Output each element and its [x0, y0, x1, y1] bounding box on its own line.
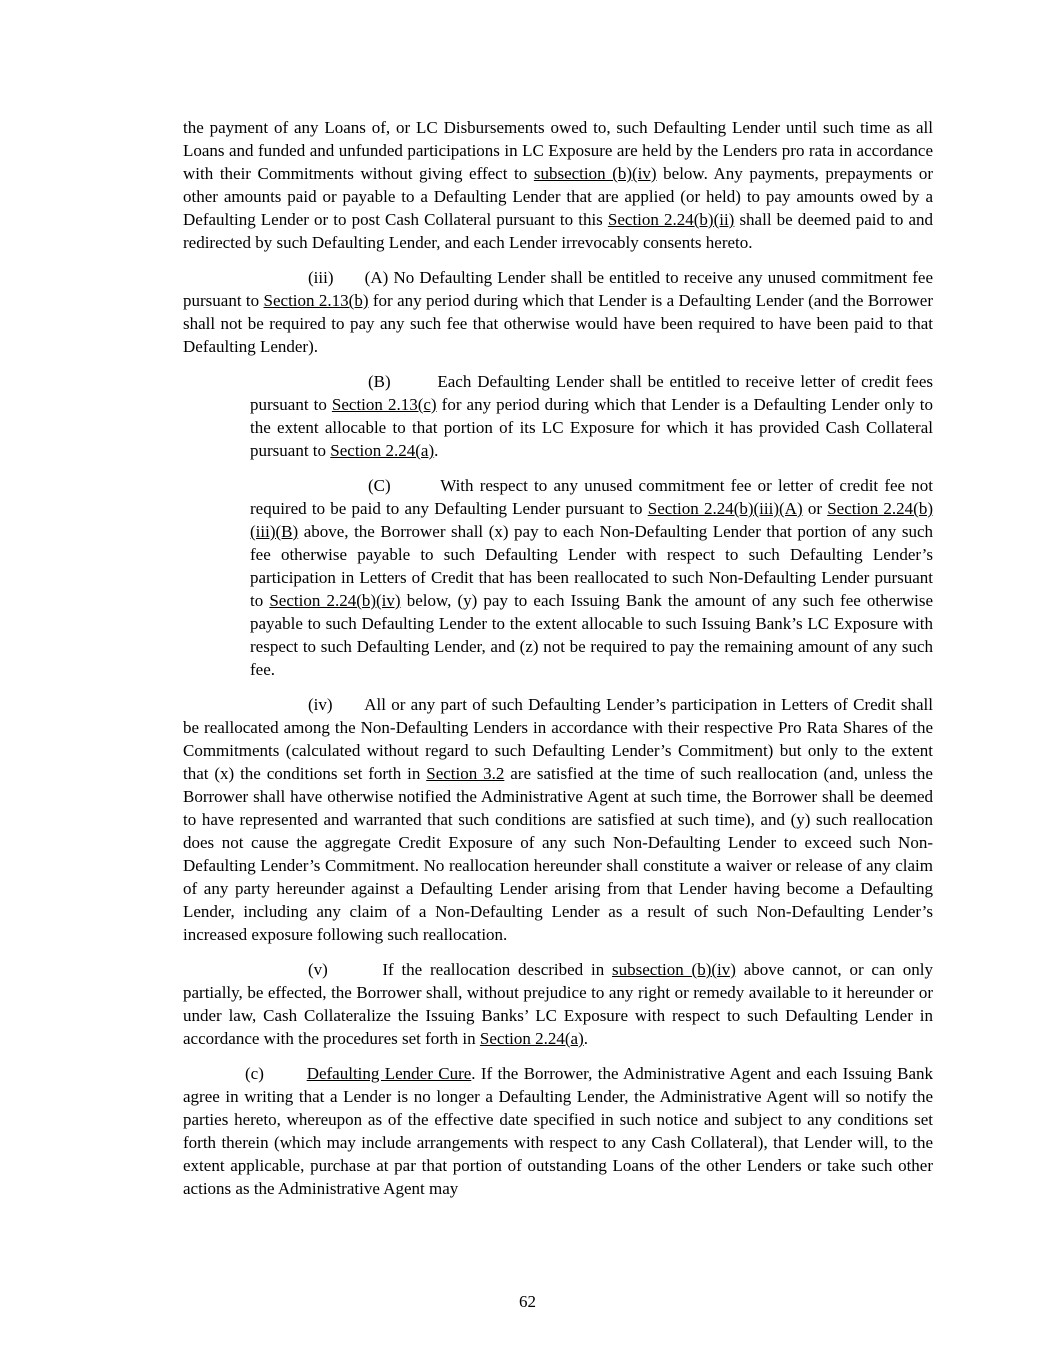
text-segment: . [583, 1029, 589, 1048]
section-reference: Section 2.13(b) [263, 291, 369, 310]
text-segment: . [434, 441, 439, 460]
section-reference: Section 2.24(b)(iii)(B) [250, 499, 934, 541]
section-reference: Section 2.24(b)(iv) [269, 591, 401, 610]
text-segment: above cannot, or can only partially, be effected, the Borrower shall, without prejudice to any right or remedy available to it hereunder or under law, Cash Collateralize the Issuing Banks’ LC Exposure with respect to such Defaulting Lender in accordance with the procedures set forth in [183, 960, 933, 1048]
section-reference: Section 3.2 [426, 764, 505, 783]
text-segment: are satisfied at the time of such reallocation (and, unless the Borrower shall have otherwise notified the Administrative Agent at such time, the Borrower shall be deemed to have represented and warranted that such conditions are satisfied at such time), and (y) such reallocation does not cause the aggregate Credit Exposure of any such Non-Defaulting Lender to exceed such Non-Defaulting Lender’s Commitment. No reallocation hereunder shall constitute a waiver or release of any claim of any party hereunder against a Defaulting Lender arising from that Lender having become a Defaulting Lender, including any claim of a Non-Defaulting Lender as a result of such Non-Defaulting Lender’s increased exposure following such reallocation. [183, 764, 933, 944]
text-segment: (c) [245, 1064, 307, 1083]
text-segment: for any period during which that Lender is a Defaulting Lender only to the extent allocable to that portion of its LC Exposure for which it has provided Cash Collateral pursuant to [250, 395, 933, 460]
paragraph-c-lender-cure [183, 1062, 933, 1200]
text-segment: (C) With respect to any unused commitment fee or letter of credit fee not required to be paid to any Defaulting Lender pursuant to [250, 476, 933, 518]
paragraph-continuation [183, 116, 933, 254]
text-segment: (iv) All or any part of such Defaulting Lender’s participation in Letters of Credit shall be reallocated among the Non-Defaulting Lenders in accordance with their respective Pro Rata Shares of the Commitments (calculated without regard to such Defaulting Lender’s Commitment) but only to the extent that (x) the conditions set forth in [183, 695, 933, 783]
section-reference: subsection (b)(iv) [533, 164, 657, 183]
text-segment: (v) If the reallocation described in [308, 960, 612, 979]
text-segment: (B) Each Defaulting Lender shall be entitled to receive letter of credit fees pursuant to [250, 372, 933, 414]
section-reference: Defaulting Lender Cure [306, 1064, 472, 1083]
text-segment: below, (y) pay to each Issuing Bank the amount of any such fee otherwise payable to such Defaulting Lender to the extent allocable to such Issuing Bank’s LC Exposure with respect to such Defaulting Lender, and (z) not be required to pay the remaining amount of any such fee. [250, 591, 934, 679]
text-segment: or [802, 499, 828, 518]
document-body [183, 116, 933, 1212]
text-segment: above, the Borrower shall (x) pay to each Non-Defaulting Lender that portion of any such fee otherwise payable to such Defaulting Lender with respect to such Defaulting Lender’s participation in Letters of Credit that has been reallocated to such Non-Defaulting Lender pursuant to [250, 522, 933, 610]
section-reference: Section 2.24(b)(ii) [607, 210, 735, 229]
section-reference: Section 2.24(a) [330, 441, 435, 460]
paragraph-iii-c [250, 474, 933, 681]
text-segment: shall be deemed paid to and redirected by such Defaulting Lender, and each Lender irrevocably consents hereto. [183, 210, 933, 252]
paragraph-iii-a [183, 266, 933, 358]
section-reference: subsection (b)(iv) [611, 960, 736, 979]
text-segment: for any period during which that Lender is a Defaulting Lender (and the Borrower shall not be required to pay any such fee that otherwise would have been required to have been paid to that Defaulting Lender). [183, 291, 933, 356]
section-reference: Section 2.24(a) [479, 1029, 584, 1048]
page-number: 62 [519, 1292, 536, 1311]
section-reference: Section 2.13(c) [331, 395, 437, 414]
text-segment: (iii) (A) No Defaulting Lender shall be entitled to receive any unused commitment fee pursuant to [183, 268, 933, 310]
section-reference: Section 2.24(b)(iii)(A) [647, 499, 803, 518]
text-segment: . If the Borrower, the Administrative Agent and each Issuing Bank agree in writing that a Lender is no longer a Defaulting Lender, the Administrative Agent will so notify the parties hereto, whereupon as of the effective date specified in such notice and subject to any conditions set forth therein (which may include arrangements with respect to any Cash Collateral), that Lender will, to the extent applicable, purchase at par that portion of outstanding Loans of the other Lenders or take such other actions as the Administrative Agent may [183, 1064, 933, 1198]
paragraph-iv [183, 693, 933, 946]
paragraph-v [183, 958, 933, 1050]
text-segment: below. Any payments, prepayments or other amounts paid or payable to a Defaulting Lender that are applied (or held) to pay amounts owed by a Defaulting Lender or to post Cash Collateral pursuant to this [183, 164, 933, 229]
text-segment: the payment of any Loans of, or LC Disbursements owed to, such Defaulting Lender until such time as all Loans and funded and unfunded participations in LC Exposure are held by the Lenders pro rata in accordance with their Commitments without giving effect to [183, 118, 933, 183]
paragraph-iii-b [250, 370, 933, 462]
